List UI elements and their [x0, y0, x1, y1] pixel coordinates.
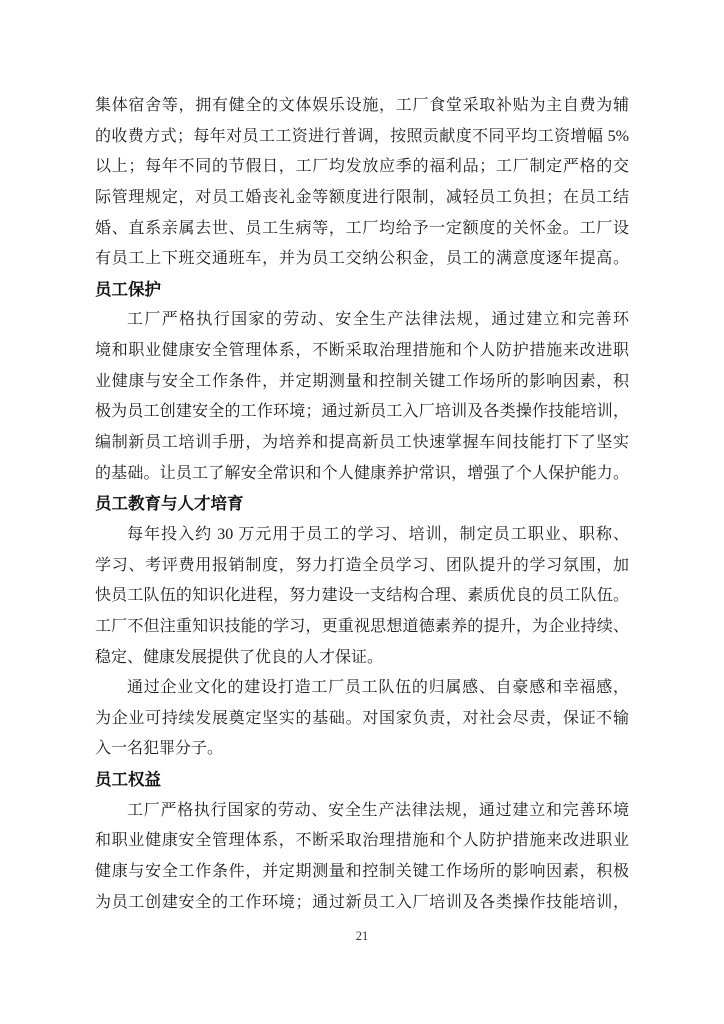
text-line: 稳定、健康发展提供了优良的人才保证。: [95, 648, 384, 666]
text-line: 境和职业健康安全管理体系，不断采取治理措施和个人防护措施来改进职: [95, 342, 629, 360]
document-body: [95, 91, 629, 918]
text-line: 以上；每年不同的节假日，工厂均发放应季的福利品；工厂制定严格的交: [95, 158, 629, 176]
text-line: 为企业可持续发展奠定坚实的基础。对国家负责，对社会尽责，保证不输: [95, 709, 629, 727]
text-line: 入一名犯罪分子。: [95, 740, 224, 758]
text-line: 学习、考评费用报销制度，努力打造全员学习、团队提升的学习氛围，加: [95, 556, 629, 574]
text-line: 和职业健康安全管理体系，不断采取治理措施和个人防护措施来改进职业: [95, 832, 629, 850]
section-heading: 员工教育与人才培育: [95, 495, 244, 514]
text-line: 为员工创建安全的工作环境；通过新员工入厂培训及各类操作技能培训，: [95, 893, 629, 911]
text-line: 健康与安全工作条件，并定期测量和控制关键工作场所的影响因素，积极: [95, 863, 629, 881]
text-line: 婚、直系亲属去世、员工生病等，工厂均给予一定额度的关怀金。工厂设: [95, 219, 629, 237]
text-line: 的收费方式；每年对员工工资进行普调，按照贡献度不同平均工资增幅 5%: [95, 127, 629, 145]
text-line: 工厂严格执行国家的劳动、安全生产法律法规，通过建立和完善环境: [127, 801, 629, 819]
text-line: 集体宿舍等，拥有健全的文体娱乐设施，工厂食堂采取补贴为主自费为辅: [95, 97, 629, 114]
text-line: 工厂严格执行国家的劳动、安全生产法律法规，通过建立和完善环: [127, 311, 629, 329]
text-line: 通过企业文化的建设打造工厂员工队伍的归属感、自豪感和幸福感，: [127, 679, 629, 697]
text-line: 编制新员工培训手册，为培养和提高新员工快速掌握车间技能打下了坚实: [95, 434, 629, 452]
text-line: 每年投入约 30 万元用于员工的学习、培训，制定员工职业、职称、: [127, 525, 629, 543]
section-heading: 员工保护: [95, 280, 161, 299]
text-line: 极为员工创建安全的工作环境；通过新员工入厂培训及各类操作技能培训，: [95, 403, 629, 421]
text-line: 业健康与安全工作条件，并定期测量和控制关键工作场所的影响因素，积: [95, 372, 629, 390]
text-line: 际管理规定，对员工婚丧礼金等额度进行限制，减轻员工负担；在员工结: [95, 188, 629, 206]
text-line: 有员工上下班交通班车，并为员工交纳公积金，员工的满意度逐年提高。: [95, 250, 629, 268]
text-line: 工厂不但注重知识技能的学习，更重视思想道德素养的提升，为企业持续、: [95, 617, 629, 635]
text-line: 的基础。让员工了解安全常识和个人健康养护常识，增强了个人保护能力。: [95, 464, 629, 482]
page-number: 21: [355, 929, 369, 943]
section-heading: 员工权益: [95, 771, 161, 790]
text-line: 快员工队伍的知识化进程，努力建设一支结构合理、素质优良的员工队伍。: [95, 587, 629, 605]
